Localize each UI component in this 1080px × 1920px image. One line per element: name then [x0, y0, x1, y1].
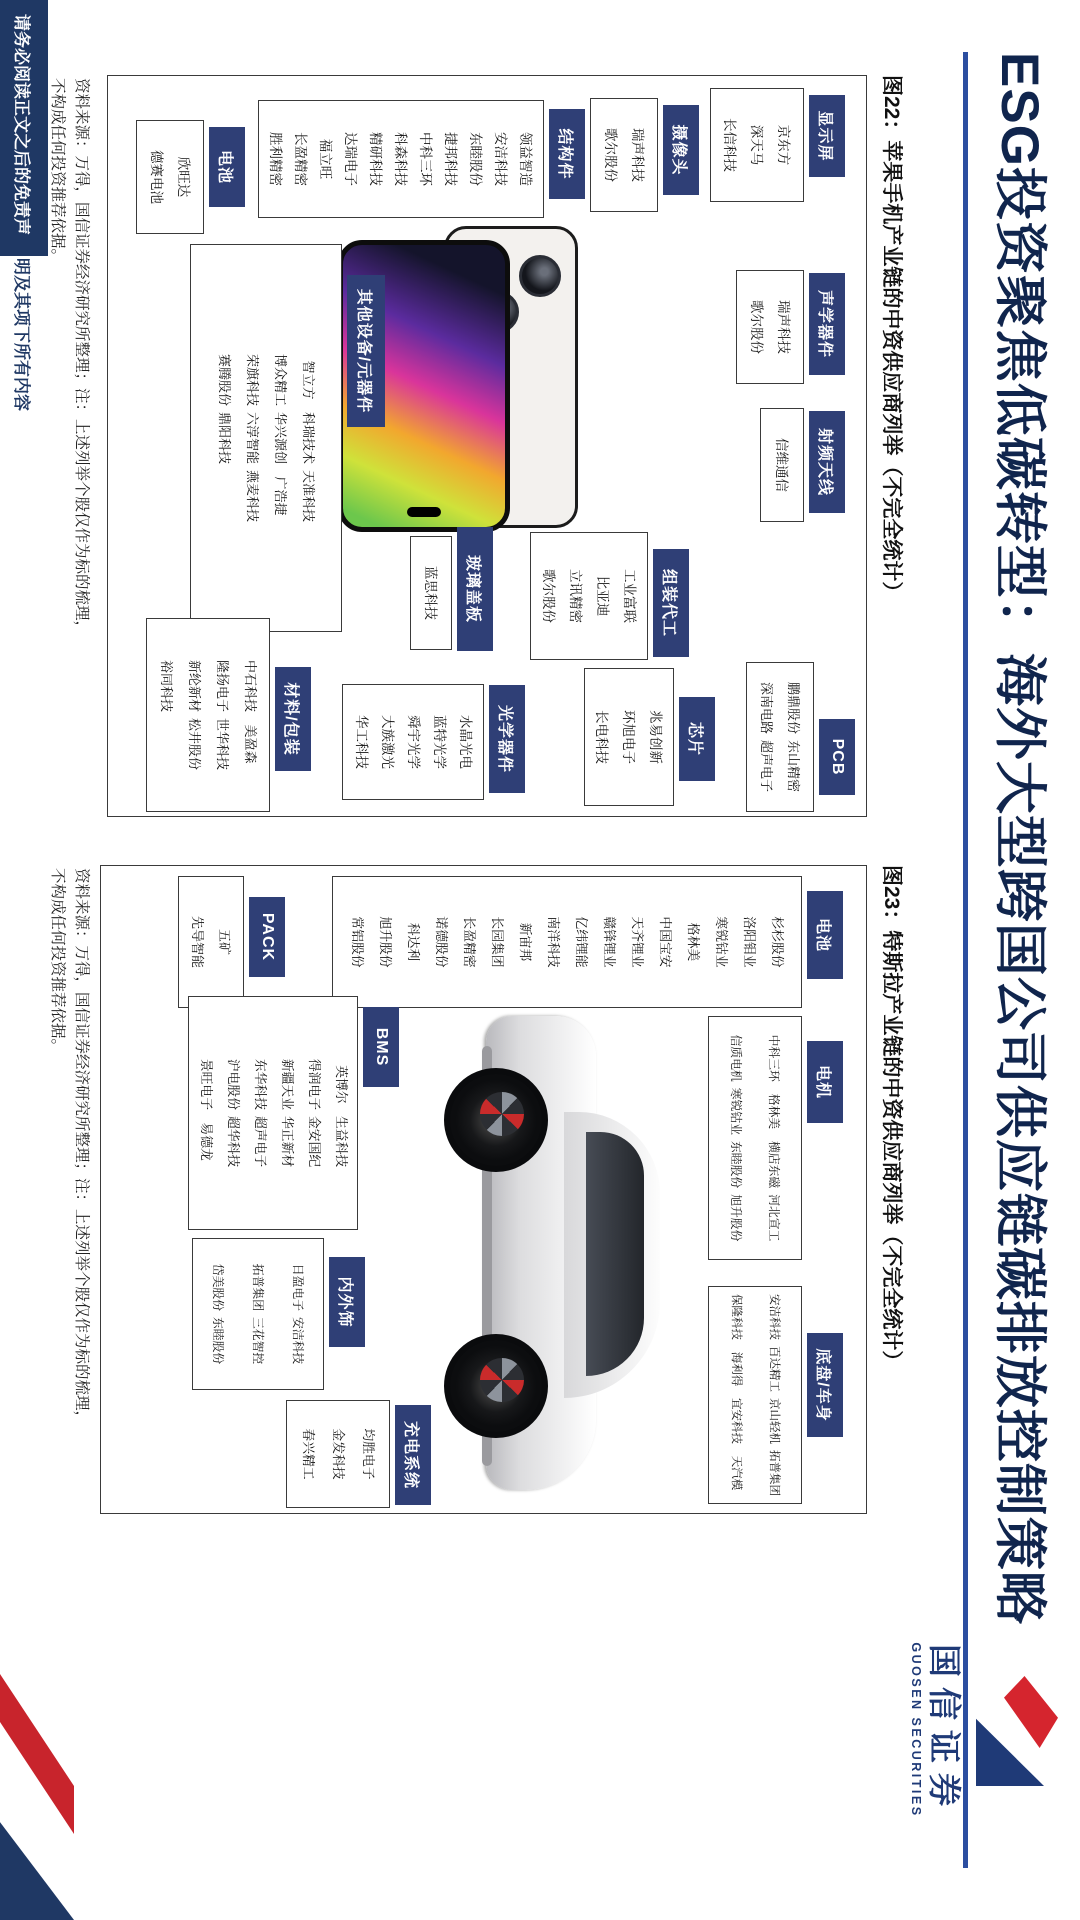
company-name: 华兴源创	[273, 411, 288, 464]
company-list-box	[342, 684, 484, 800]
company-name: 南洋科技	[546, 916, 560, 968]
company-list-box	[190, 244, 342, 632]
company-name: 德赛电池	[149, 150, 164, 204]
company-name: 诺德股份	[434, 916, 448, 968]
company-name: 日盈电子	[291, 1263, 305, 1311]
category-header: 底盘/车身	[808, 1334, 842, 1436]
figure23-caption: 图23：特斯拉产业链的中资供应商列举（不完全统计）	[880, 865, 903, 1372]
company-list-box	[590, 98, 658, 212]
company-name: 信质电机	[729, 1034, 743, 1082]
company-name: 东山精密	[786, 740, 801, 793]
category-header: 内外饰	[330, 1258, 364, 1346]
figure22-caption: 图22：苹果手机产业链的中资供应商列举（不完全统计）	[880, 75, 903, 603]
company-list-box	[286, 1400, 390, 1508]
company-name: 保隆科技	[730, 1294, 742, 1340]
company-name: 欣旺达	[176, 156, 191, 198]
company-name: 信维通信	[774, 438, 790, 492]
figure22-source-line2: 不构成任何投资推荐依据。	[49, 78, 66, 265]
company-name: 大族激光	[380, 715, 395, 769]
company-name: 华工科技	[354, 715, 369, 769]
company-name: 深南电路	[759, 681, 774, 734]
company-name: 胜利精密	[268, 132, 284, 186]
wheel-icon	[444, 1068, 548, 1172]
company-name: 三花智控	[251, 1317, 265, 1365]
company-name: 中科三环	[767, 1034, 781, 1082]
company-name: 水晶光电	[458, 715, 473, 769]
company-list-box	[192, 1238, 324, 1390]
company-name: 世华科技	[215, 718, 230, 771]
company-name: 蓝特光学	[432, 715, 447, 769]
company-name: 均胜电子	[361, 1428, 375, 1480]
company-name: 金安国纪	[307, 1116, 321, 1168]
category-header: PACK	[250, 898, 284, 976]
company-list-box	[410, 536, 452, 650]
company-name: 长园集团	[490, 916, 504, 968]
company-list-box	[188, 996, 358, 1230]
figure23-source-line1: 资料来源：万得，国信证券经济研究所整理；注：上述列举个股仅作为标的梳理，	[73, 868, 90, 1427]
figure22-diagram	[107, 75, 867, 817]
company-name: 长盈精密	[462, 916, 476, 968]
company-name: 鹏鼎股份	[786, 681, 801, 734]
company-name: 隆扬电子	[215, 659, 230, 712]
company-name: 长盈精密	[293, 132, 309, 186]
logo-name-en: GUOSEN SECURITIES	[909, 1642, 923, 1818]
guosen-logo	[909, 1600, 1060, 1860]
camera-lens-icon	[519, 255, 561, 297]
category-header: 结构件	[550, 110, 584, 198]
company-name: 生益科技	[334, 1116, 348, 1168]
company-name: 新宙邦	[518, 922, 532, 962]
company-name: 赣锋锂业	[602, 916, 616, 968]
company-list-box	[760, 408, 804, 522]
company-name: 横店东磁	[767, 1141, 781, 1189]
company-name: 荣旗科技	[245, 353, 260, 406]
category-header: 芯片	[680, 698, 714, 780]
company-name: 东华科技	[253, 1058, 267, 1110]
company-name: 蓝思科技	[423, 566, 439, 620]
company-name: 英博尔	[334, 1065, 348, 1104]
company-name: 燕麦科技	[245, 470, 260, 523]
company-list-box	[736, 270, 804, 384]
company-name: 京山轻机	[768, 1398, 780, 1444]
company-list-box	[708, 1016, 802, 1260]
company-list-box	[146, 618, 270, 812]
company-name: 安洁科技	[768, 1294, 780, 1340]
company-name: 五矿	[217, 928, 232, 955]
company-name: 达瑞电子	[343, 132, 359, 186]
company-name: 六淳智能	[245, 411, 260, 464]
tesla-car-image	[388, 1016, 688, 1496]
category-header: 声学器件	[810, 274, 844, 374]
company-name: 智立方	[301, 360, 316, 400]
company-list-box	[710, 88, 804, 202]
company-name: 鼎阳科技	[217, 411, 232, 464]
company-list-box	[258, 100, 544, 218]
company-name: 福立旺	[318, 138, 334, 180]
title-underline	[963, 52, 968, 1868]
company-name: 瑞声科技	[630, 128, 645, 182]
disclaimer-text-after: 明及其项下所有内容	[12, 258, 32, 411]
category-header: 显示屏	[810, 96, 844, 176]
company-name: 科达利	[406, 922, 420, 962]
company-list-box	[708, 1286, 802, 1504]
corner-decoration-red	[0, 1674, 74, 1834]
company-name: 广浩捷	[273, 476, 288, 516]
guosen-sail-icon	[974, 1670, 1060, 1790]
company-name: 舜宇光学	[406, 715, 421, 769]
company-list-box	[136, 120, 204, 234]
company-name: 寒锐钴业	[714, 916, 728, 968]
category-header: 光学器件	[490, 686, 524, 792]
category-header: 组装代工	[654, 550, 688, 656]
wheel-icon	[444, 1334, 548, 1438]
figure23-source-line2: 不构成任何投资推荐依据。	[49, 868, 66, 1055]
company-name: 亿纬锂能	[574, 916, 588, 968]
company-name: 景旺电子	[199, 1058, 213, 1110]
company-name: 旭升股份	[729, 1194, 743, 1242]
category-header: 其他设备/元器件	[348, 276, 384, 426]
company-list-box	[746, 662, 814, 812]
company-name: 先导智能	[190, 915, 205, 968]
company-name: 旭升股份	[378, 916, 392, 968]
company-name: 超声电子	[253, 1116, 267, 1168]
category-header: 充电系统	[396, 1406, 430, 1504]
company-name: 科瑞技术	[301, 411, 316, 464]
company-name: 安洁科技	[291, 1317, 305, 1365]
figure22-source-line1: 资料来源：万得，国信证券经济研究所整理；注：上述列举个股仅作为标的梳理，	[73, 78, 90, 637]
company-name: 博众精工	[273, 353, 288, 406]
company-list-box	[584, 668, 674, 806]
company-name: 河北宣工	[767, 1194, 781, 1242]
company-name: 金发科技	[331, 1428, 345, 1480]
company-name: 歌尔股份	[749, 300, 764, 354]
category-header: 材料/包装	[276, 668, 310, 770]
figure23-diagram	[100, 865, 867, 1514]
company-name: 拓普集团	[251, 1263, 265, 1311]
company-name: 新疆天业	[280, 1058, 294, 1110]
page-title: ESG投资聚焦低碳转型：海外大型跨国公司供应链碳排放控制策略	[990, 52, 1049, 1625]
disclaimer-bar	[0, 0, 48, 256]
company-name: 洛阳钼业	[742, 916, 756, 968]
company-name: 天汽模	[730, 1455, 742, 1491]
company-name: 中国宝安	[658, 916, 672, 968]
company-name: 杉杉股份	[770, 916, 784, 968]
company-name: 寒锐钴业	[729, 1087, 743, 1135]
company-name: 百达精工	[768, 1346, 780, 1392]
company-list-box	[332, 876, 802, 1008]
company-name: 天准科技	[301, 470, 316, 523]
disclaimer-text-on-bar: 请务必阅读正文之后的免责声	[12, 14, 32, 235]
company-name: 超华科技	[226, 1116, 240, 1168]
company-name: 歌尔股份	[603, 128, 618, 182]
company-name: 东睦股份	[729, 1141, 743, 1189]
company-name: 格林美	[686, 922, 700, 962]
company-name: 京东方	[776, 124, 792, 166]
company-name: 得润电子	[307, 1058, 321, 1110]
company-name: 赛腾股份	[217, 353, 232, 406]
category-header: 射频天线	[810, 412, 844, 512]
company-name: 瑞声科技	[776, 300, 791, 354]
company-name: 精研科技	[368, 132, 384, 186]
company-name: 兆易创新	[648, 710, 664, 764]
company-name: 深天马	[749, 124, 765, 166]
company-name: 松井股份	[187, 718, 202, 771]
category-header: 摄像头	[664, 106, 698, 194]
category-header: 电池	[808, 892, 842, 978]
company-name: 长电科技	[594, 710, 610, 764]
company-name: 格林美	[767, 1093, 781, 1130]
company-name: 科森科技	[393, 132, 409, 186]
company-name: 裕同科技	[159, 659, 174, 712]
logo-name-cn: 国信证券	[926, 1644, 963, 1816]
company-name: 环旭电子	[621, 710, 637, 764]
company-name: 海利得	[730, 1351, 742, 1387]
company-name: 新纶新材	[187, 659, 202, 712]
category-header: PCB	[820, 720, 854, 794]
company-name: 东睦股份	[468, 132, 484, 186]
company-name: 沪电股份	[226, 1058, 240, 1110]
category-header: 玻璃盖板	[458, 528, 492, 650]
company-name: 中石科技	[243, 659, 258, 712]
category-header: 电机	[808, 1042, 842, 1122]
company-name: 岱美股份	[211, 1263, 225, 1311]
company-name: 工业富联	[622, 569, 637, 623]
company-list-box	[178, 876, 244, 1008]
company-list-box	[530, 532, 648, 660]
company-name: 超声电子	[759, 740, 774, 793]
company-name: 安洁科技	[493, 132, 509, 186]
company-name: 常铝股份	[350, 916, 364, 968]
category-header: BMS	[364, 1008, 398, 1086]
company-name: 长信科技	[722, 118, 738, 172]
company-name: 东睦股份	[211, 1317, 225, 1365]
company-name: 拓普集团	[768, 1450, 780, 1496]
category-header: 电池	[210, 128, 244, 206]
company-name: 领益智造	[518, 132, 534, 186]
company-name: 华正新材	[280, 1116, 294, 1168]
company-name: 春兴精工	[301, 1428, 315, 1480]
company-name: 捷邦科技	[443, 132, 459, 186]
company-name: 宜安科技	[730, 1398, 742, 1444]
company-name: 中科三环	[418, 132, 434, 186]
company-name: 美盈森	[243, 724, 258, 764]
company-name: 比亚迪	[595, 575, 610, 617]
company-name: 天齐锂业	[630, 916, 644, 968]
company-name: 歌尔股份	[541, 569, 556, 623]
company-name: 易德龙	[199, 1122, 213, 1161]
company-name: 立讯精密	[568, 569, 583, 623]
